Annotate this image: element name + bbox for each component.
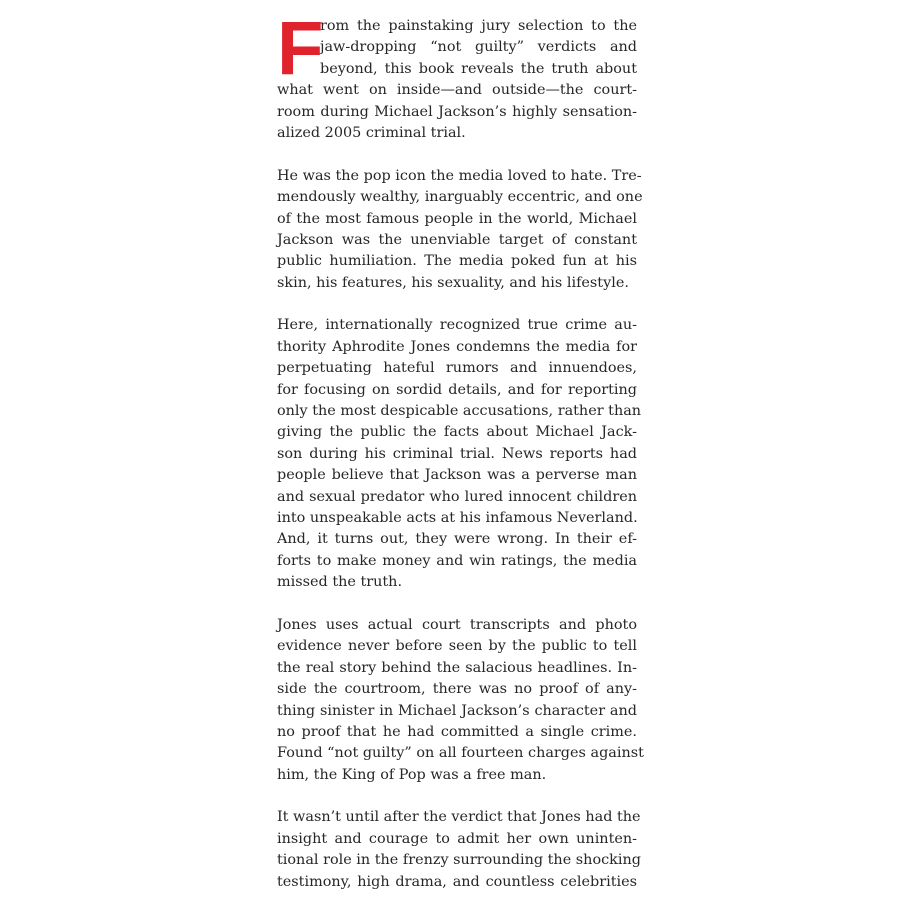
paragraph-gap <box>277 594 637 615</box>
text-line: son during his criminal trial. News reports had <box>277 445 637 462</box>
paragraph-5 <box>277 807 641 893</box>
text-line: Jackson was the unenviable target of constant <box>277 231 637 248</box>
text-line: mendously wealthy, inarguably eccentric, and one <box>277 189 643 206</box>
text-line: rom the painstaking jury selection to the <box>320 18 637 34</box>
text-line: skin, his features, his sexuality, and his lifestyle. <box>277 274 629 291</box>
drop-cap: F <box>277 6 324 91</box>
text-line: him, the King of Pop was a free man. <box>277 766 547 783</box>
text-line: evidence never before seen by the public to tell <box>277 638 637 655</box>
text-line: only the most despicable accusations, rather than <box>277 403 642 420</box>
paragraph-2 <box>277 166 643 294</box>
text-line: the real story behind the salacious headlines. In- <box>277 659 637 676</box>
paragraph-1 <box>277 6 637 144</box>
text-line: into unspeakable acts at his infamous Neverland. <box>277 509 638 526</box>
text-line: forts to make money and win ratings, the media <box>277 552 637 569</box>
text-line: room during Michael Jackson’s highly sensation- <box>277 103 637 120</box>
text-line: He was the pop icon the media loved to hate. Tre- <box>277 167 642 184</box>
text-line: tional role in the frenzy surrounding the shocking <box>277 852 641 869</box>
paragraph-3 <box>277 315 642 593</box>
text-line: thority Aphrodite Jones condemns the media for <box>277 338 637 355</box>
paragraph-gap <box>277 144 637 165</box>
text-line: public humiliation. The media poked fun at his <box>277 253 637 270</box>
text-line: of the most famous people in the world, Michael <box>277 210 637 227</box>
text-line: no proof that he had committed a single crime. <box>277 723 637 740</box>
text-line: giving the public the facts about Michael Jack- <box>277 424 637 441</box>
text-line: testimony, high drama, and countless celebrities <box>277 873 637 890</box>
text-line: for focusing on sordid details, and for reporting <box>277 381 637 398</box>
text-line: side the courtroom, there was no proof of any- <box>277 681 637 698</box>
text-line: jaw-dropping “not guilty” verdicts and <box>320 39 637 56</box>
text-line: missed the truth. <box>277 574 403 591</box>
text-line: and sexual predator who lured innocent children <box>277 488 637 505</box>
text-line: Here, internationally recognized true crime au- <box>277 317 637 334</box>
text-line: insight and courage to admit her own uninten- <box>277 830 637 847</box>
paragraph-gap <box>277 786 637 807</box>
text-line: people believe that Jackson was a perverse man <box>277 467 637 484</box>
text-line: And, it turns out, they were wrong. In their ef- <box>277 531 637 548</box>
paragraph-4 <box>277 615 644 786</box>
text-line: what went on inside—and outside—the court- <box>277 82 637 99</box>
text-line: thing sinister in Michael Jackson’s character and <box>277 702 637 719</box>
text-line: It wasn’t until after the verdict that Jones had the <box>277 809 641 826</box>
text-line: Found “not guilty” on all fourteen charges against <box>277 745 644 762</box>
paragraph-gap <box>277 294 637 315</box>
book-blurb <box>277 6 644 893</box>
text-line: Jones uses actual court transcripts and photo <box>277 616 637 633</box>
text-line: perpetuating hateful rumors and innuendoes, <box>277 360 637 377</box>
text-line: beyond, this book reveals the truth about <box>320 60 637 77</box>
text-line: alized 2005 criminal trial. <box>277 124 466 141</box>
